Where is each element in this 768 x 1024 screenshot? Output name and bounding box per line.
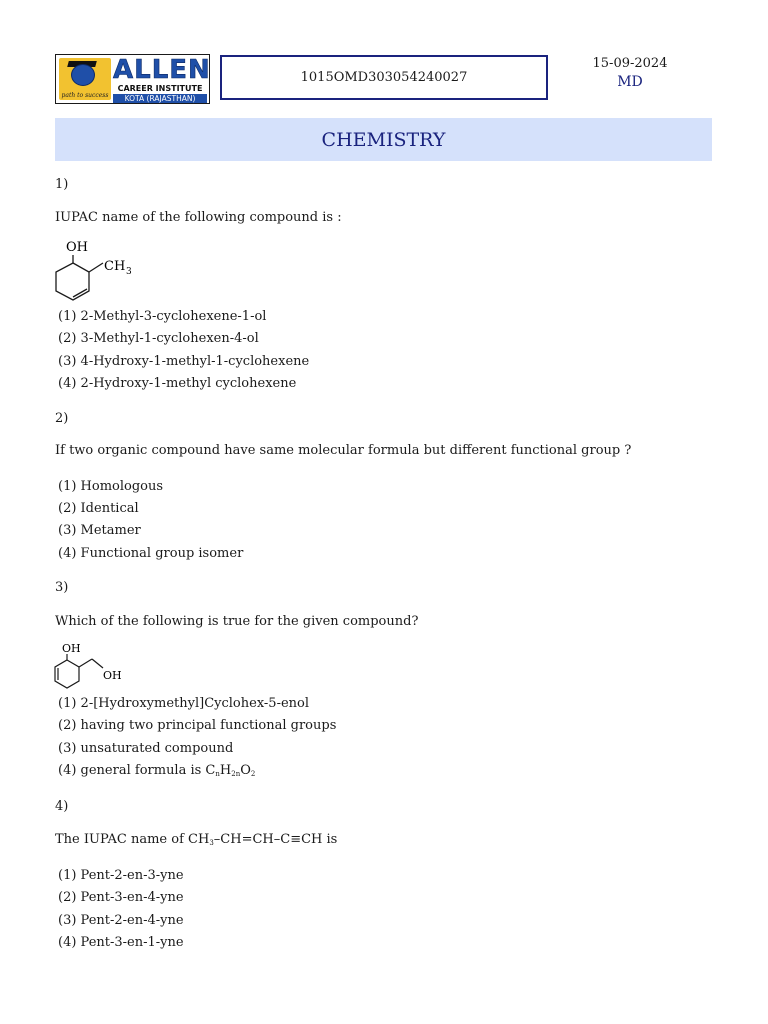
question-text: Which of the following is true for the given compound? [55, 614, 419, 629]
subscript: 2 [250, 770, 256, 778]
option-item[interactable]: (1) Pent-2-en-3-yne [58, 868, 184, 883]
option-item[interactable]: (4) 2-Hydroxy-1-methyl cyclohexene [58, 376, 297, 391]
option-item[interactable]: (3) Metamer [58, 523, 141, 538]
question-number: 4) [55, 799, 69, 814]
question-text [55, 831, 337, 852]
q3-structure-diagram [50, 640, 130, 696]
paper-code: 1015OMD303054240027 [300, 70, 468, 85]
exam-date: 15-09-2024 [592, 56, 668, 71]
allen-logo [55, 54, 210, 104]
logo-brand: ALLEN [113, 55, 211, 85]
paper-tag: MD [617, 74, 643, 90]
option-item[interactable]: (3) 4-Hydroxy-1-methyl-1-cyclohexene [58, 354, 310, 369]
paper-code-box [220, 55, 548, 100]
option-item[interactable]: (4) Pent-3-en-1-yne [58, 935, 184, 950]
section-title: CHEMISTRY [321, 128, 446, 151]
subscript: n [215, 770, 220, 778]
question-number: 2) [55, 411, 69, 426]
option-item[interactable]: (3) Pent-2-en-4-yne [58, 913, 184, 928]
question-number: 3) [55, 580, 69, 595]
question-text: If two organic compound have same molecular formula but different functional group ? [55, 443, 632, 458]
option-text: (4) general formula is C [58, 763, 216, 778]
logo-city: KOTA (RAJASTHAN) [113, 94, 207, 103]
question-text-part: The IUPAC name of CH [55, 832, 210, 847]
question-text-part: –CH=CH–C≡CH is [213, 832, 338, 847]
q1-ch-label: CH [104, 259, 126, 274]
option-item[interactable]: (1) 2-[Hydroxymethyl]Cyclohex-5-enol [58, 696, 310, 711]
option-item[interactable]: (1) Homologous [58, 479, 164, 494]
option-text: H [219, 763, 232, 778]
option-item[interactable]: (2) Pent-3-en-4-yne [58, 890, 184, 905]
option-item[interactable]: (4) Functional group isomer [58, 546, 244, 561]
option-item[interactable]: (1) 2-Methyl-3-cyclohexene-1-ol [58, 309, 267, 324]
subscript: 3 [209, 839, 214, 847]
q3-oh-top-label: OH [62, 642, 81, 655]
option-item[interactable]: (2) 3-Methyl-1-cyclohexen-4-ol [58, 331, 259, 346]
question-number: 1) [55, 177, 69, 192]
section-banner [55, 118, 712, 161]
option-item[interactable]: (2) having two principal functional groups [58, 718, 337, 733]
q3-oh-side-label: OH [103, 669, 122, 682]
logo-subtitle: CAREER INSTITUTE [117, 84, 203, 93]
option-item[interactable]: (2) Identical [58, 501, 139, 516]
q1-ch-subscript: 3 [126, 267, 132, 277]
option-item[interactable] [58, 762, 255, 783]
q1-oh-label: OH [66, 240, 88, 255]
subscript: 2n [231, 770, 241, 778]
option-text: O [240, 763, 251, 778]
q1-structure-diagram [50, 236, 140, 308]
logo-emblem-icon [59, 58, 111, 100]
logo-tagline: path to success [61, 92, 109, 99]
question-text: IUPAC name of the following compound is : [55, 210, 342, 225]
option-item[interactable]: (3) unsaturated compound [58, 741, 234, 756]
